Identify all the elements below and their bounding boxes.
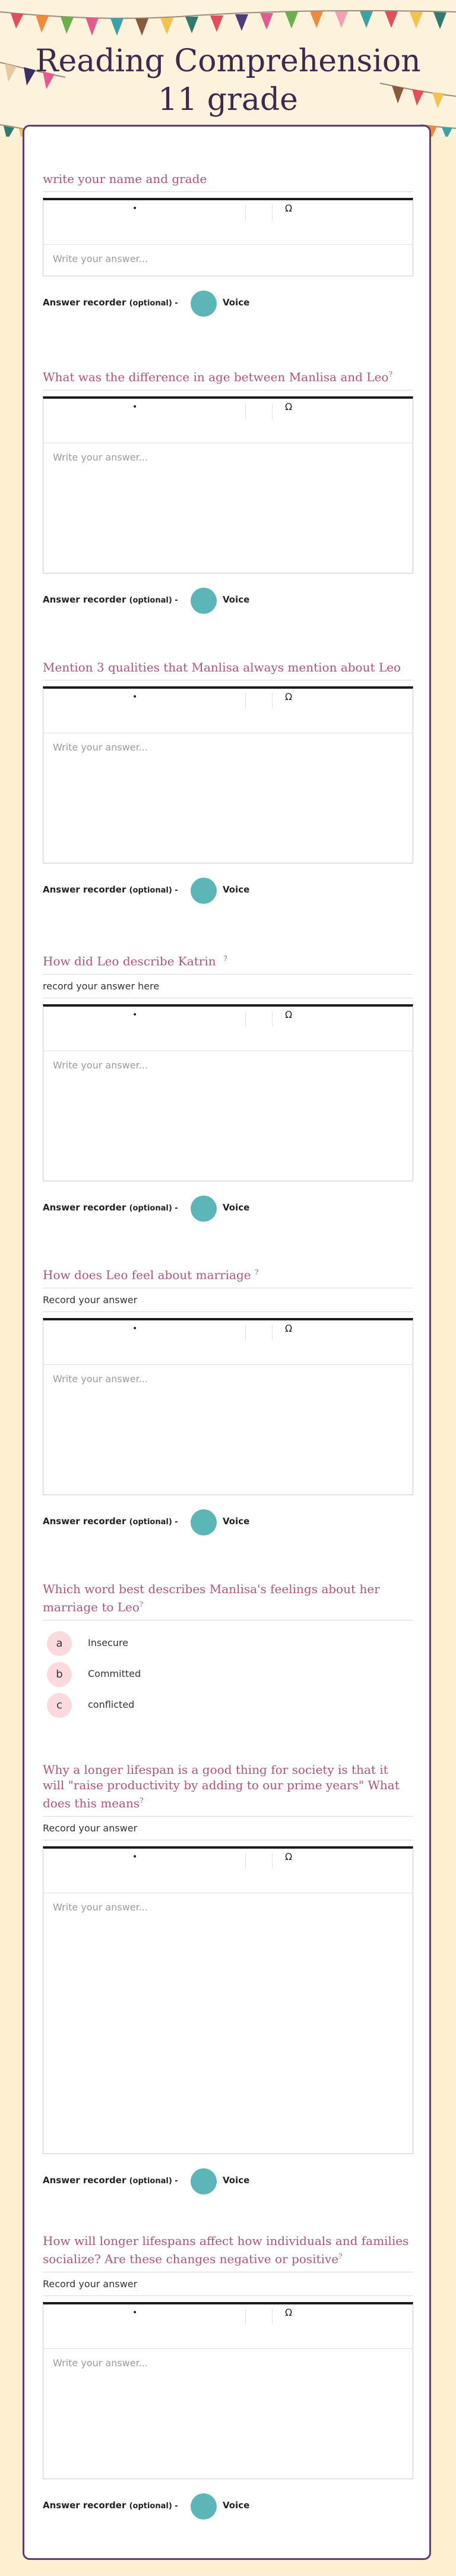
question-sublabel: Record your answer xyxy=(43,2272,413,2296)
record-voice-button[interactable] xyxy=(191,2168,217,2195)
voice-label: Voice xyxy=(223,2174,250,2186)
answer-input[interactable]: Write your answer... xyxy=(53,253,148,264)
toolbar-divider xyxy=(245,205,246,220)
recorder-optional: (optional) - xyxy=(129,2176,178,2186)
question-text: How did Leo describe Katrin xyxy=(43,954,216,969)
recorder-label xyxy=(43,1516,178,1527)
choice-option[interactable] xyxy=(43,1659,413,1689)
question-text: Which word best describes Manlisa's feelings about her marriage to Leo xyxy=(43,1582,380,1615)
page-title: Reading Comprehension xyxy=(35,43,421,79)
choice-option[interactable] xyxy=(43,1689,413,1720)
question-6 xyxy=(43,1581,413,1720)
editor-toolbar xyxy=(43,399,413,443)
question-label xyxy=(43,1581,413,1620)
recorder-label xyxy=(43,2175,178,2186)
question-sublabel: Record your answer xyxy=(43,1817,413,1840)
answer-recorder xyxy=(43,2492,413,2521)
toolbar-divider xyxy=(245,693,246,709)
recorder-label-text: Answer recorder xyxy=(43,1515,126,1527)
toolbar-divider xyxy=(272,1853,273,1869)
recorder-optional: (optional) - xyxy=(129,595,178,605)
record-voice-button[interactable] xyxy=(191,588,217,614)
toolbar-divider xyxy=(245,1011,246,1027)
answer-editor[interactable] xyxy=(43,686,413,863)
question-mark: ? xyxy=(388,370,392,379)
choice-text: Committed xyxy=(88,1667,141,1679)
editor-toolbar xyxy=(43,2304,413,2349)
question-label xyxy=(43,171,413,192)
answer-input[interactable]: Write your answer... xyxy=(53,1901,148,1913)
recorder-label-text: Answer recorder xyxy=(43,2499,126,2511)
answer-recorder xyxy=(43,876,413,905)
toolbar-divider xyxy=(272,1011,273,1027)
question-label xyxy=(43,1762,413,1817)
record-voice-button[interactable] xyxy=(191,291,217,317)
recorder-optional: (optional) - xyxy=(129,1517,178,1527)
omega-icon[interactable]: Ω xyxy=(285,691,293,702)
toolbar-divider xyxy=(272,1325,273,1341)
answer-input[interactable]: Write your answer... xyxy=(53,1059,148,1071)
question-label xyxy=(43,951,413,975)
choice-text: conflicted xyxy=(88,1698,135,1710)
toolbar-divider xyxy=(272,2309,273,2325)
answer-editor[interactable] xyxy=(43,1846,413,2154)
toolbar-divider xyxy=(272,205,273,220)
record-voice-button[interactable] xyxy=(191,878,217,904)
omega-icon[interactable]: Ω xyxy=(285,203,293,214)
question-mark: ? xyxy=(140,1796,144,1805)
question-text: write your name and grade xyxy=(43,172,207,186)
question-text: What was the difference in age between Manlisa and Leo xyxy=(43,370,389,384)
omega-icon[interactable]: Ω xyxy=(285,1008,293,1020)
choice-letter[interactable]: b xyxy=(47,1662,72,1687)
record-voice-button[interactable] xyxy=(191,2493,217,2520)
voice-label: Voice xyxy=(223,2499,250,2511)
page-header xyxy=(0,0,456,137)
question-mark: ? xyxy=(223,954,227,963)
toolbar-divider xyxy=(245,1853,246,1869)
recorder-label xyxy=(43,594,178,605)
question-label xyxy=(43,660,413,680)
answer-input[interactable]: Write your answer... xyxy=(53,742,148,753)
recorder-label xyxy=(43,2500,178,2511)
editor-toolbar xyxy=(43,200,413,245)
question-text: How does Leo feel about marriage xyxy=(43,1267,251,1282)
editor-toolbar xyxy=(43,1007,413,1051)
question-text: How will longer lifespans affect how individuals and families socialize? Are these changes negative or positive xyxy=(43,2234,409,2266)
question-5 xyxy=(43,1265,413,1537)
answer-recorder xyxy=(43,289,413,318)
record-voice-button[interactable] xyxy=(191,1509,217,1535)
question-3 xyxy=(43,660,413,905)
editor-toolbar xyxy=(43,1320,413,1365)
recorder-label-text: Answer recorder xyxy=(43,1202,126,1213)
bullet-icon[interactable]: • xyxy=(132,1852,138,1862)
toolbar-divider xyxy=(245,2309,246,2325)
answer-recorder xyxy=(43,2167,413,2196)
recorder-label-text: Answer recorder xyxy=(43,297,126,308)
question-text: Mention 3 qualities that Manlisa always mention about Leo xyxy=(43,660,401,674)
bullet-icon[interactable]: • xyxy=(132,402,138,412)
recorder-optional: (optional) - xyxy=(129,2501,178,2511)
voice-label: Voice xyxy=(223,1202,250,1213)
bullet-icon[interactable]: • xyxy=(132,204,138,213)
answer-editor[interactable] xyxy=(43,1318,413,1495)
question-sublabel: Record your answer xyxy=(43,1288,413,1312)
answer-editor[interactable] xyxy=(43,1004,413,1181)
recorder-optional: (optional) - xyxy=(129,299,178,308)
page-subtitle: 11 grade xyxy=(158,82,298,118)
recorder-optional: (optional) - xyxy=(129,886,178,895)
choice-letter[interactable]: c xyxy=(47,1693,72,1718)
omega-icon[interactable]: Ω xyxy=(285,2306,293,2318)
answer-editor[interactable] xyxy=(43,2302,413,2479)
toolbar-divider xyxy=(272,693,273,709)
answer-recorder xyxy=(43,1194,413,1223)
question-sublabel: record your answer here xyxy=(43,975,413,998)
bullet-icon[interactable]: • xyxy=(132,692,138,702)
voice-label: Voice xyxy=(223,297,250,308)
omega-icon[interactable]: Ω xyxy=(285,1850,293,1862)
answer-input[interactable]: Write your answer... xyxy=(53,1373,148,1385)
question-1 xyxy=(43,171,413,318)
editor-toolbar xyxy=(43,689,413,733)
question-8 xyxy=(43,2233,413,2521)
recorder-label-text: Answer recorder xyxy=(43,594,126,605)
question-4 xyxy=(43,951,413,1223)
choice-letter[interactable]: a xyxy=(47,1631,72,1656)
question-mark: ? xyxy=(139,1600,144,1609)
editor-toolbar xyxy=(43,1849,413,1893)
question-mark: ? xyxy=(338,2252,343,2260)
answer-recorder xyxy=(43,587,413,615)
toolbar-divider xyxy=(272,403,273,419)
question-label xyxy=(43,2233,413,2272)
omega-icon[interactable]: Ω xyxy=(285,1322,293,1334)
record-voice-button[interactable] xyxy=(191,1196,217,1222)
bullet-icon[interactable]: • xyxy=(132,2307,138,2318)
recorder-optional: (optional) - xyxy=(129,1203,178,1213)
answer-editor[interactable] xyxy=(43,396,413,573)
form-card xyxy=(23,125,431,2560)
question-2 xyxy=(43,367,413,615)
answer-input[interactable]: Write your answer... xyxy=(53,2357,148,2369)
question-text: Why a longer lifespan is a good thing for society is that it will "raise productivity by adding to our prime years" What does this means xyxy=(43,1762,400,1811)
recorder-label xyxy=(43,1202,178,1213)
answer-input[interactable]: Write your answer... xyxy=(53,451,148,463)
recorder-label xyxy=(43,297,178,308)
choice-option[interactable] xyxy=(43,1628,413,1659)
recorder-label-text: Answer recorder xyxy=(43,884,126,895)
voice-label: Voice xyxy=(223,884,250,895)
question-label xyxy=(43,1265,413,1288)
recorder-label-text: Answer recorder xyxy=(43,2174,126,2186)
bullet-icon[interactable]: • xyxy=(132,1323,138,1333)
answer-recorder xyxy=(43,1508,413,1537)
question-7 xyxy=(43,1762,413,2196)
voice-label: Voice xyxy=(223,1515,250,1527)
question-label xyxy=(43,367,413,390)
voice-label: Voice xyxy=(223,594,250,605)
bullet-icon[interactable]: • xyxy=(132,1010,138,1020)
recorder-label xyxy=(43,884,178,895)
answer-editor[interactable] xyxy=(43,198,413,276)
omega-icon[interactable]: Ω xyxy=(285,401,293,412)
choice-text: Insecure xyxy=(88,1637,129,1648)
question-mark: ? xyxy=(254,1268,259,1276)
toolbar-divider xyxy=(245,403,246,419)
toolbar-divider xyxy=(245,1325,246,1341)
